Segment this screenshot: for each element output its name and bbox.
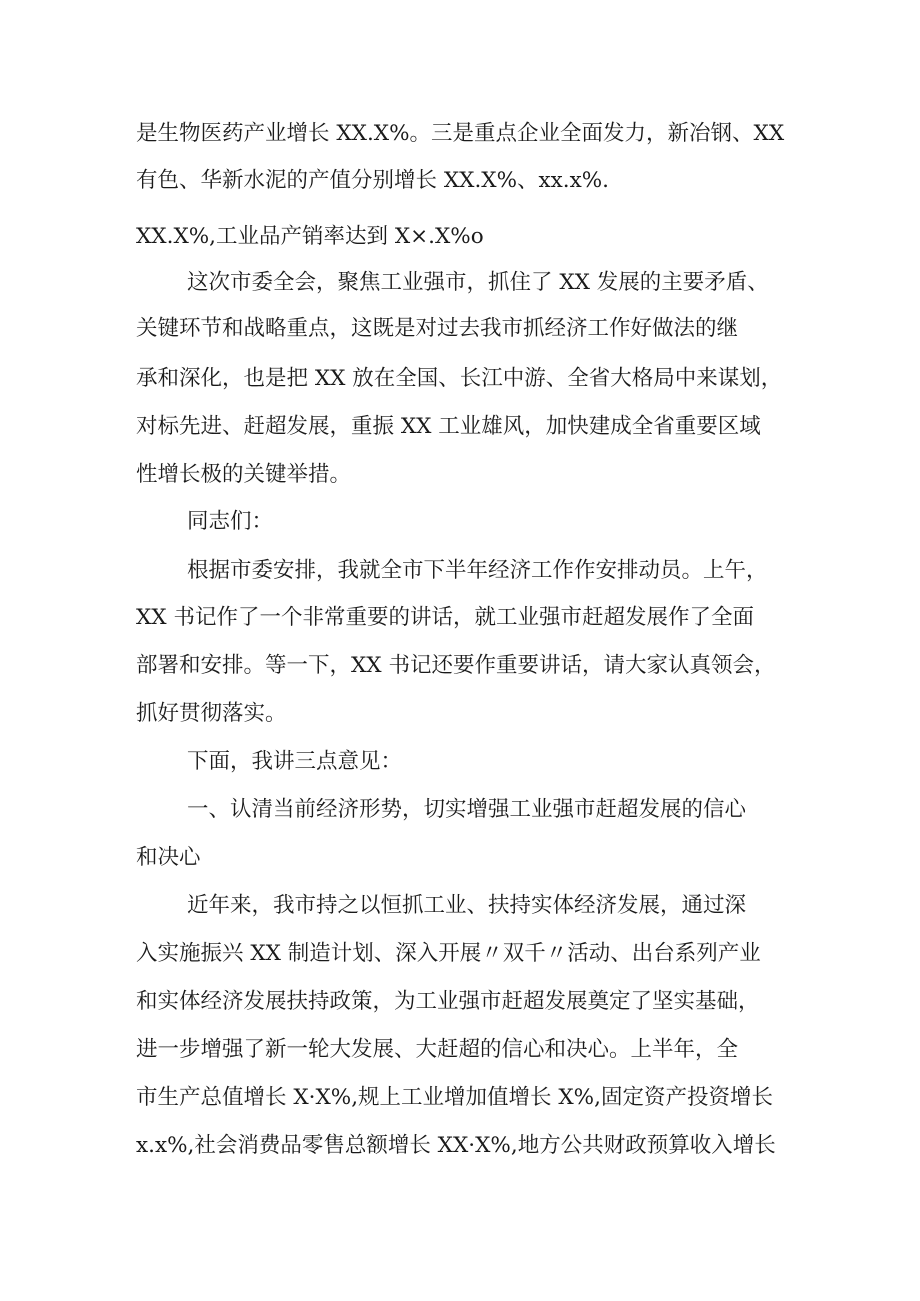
- text-line: 和决心: [136, 845, 201, 870]
- text-line: 关键环节和战略重点，这既是对过去我市抓经济工作好做法的继: [136, 316, 739, 341]
- text-line: 这次市委全会，聚焦工业强市，抓住了 XX 发展的主要矛盾、: [187, 270, 769, 295]
- text-line: 根据市委安排，我就全市下半年经济工作作安排动员。上午，: [187, 558, 768, 583]
- text-line: 性增长极的关键举措。: [136, 462, 352, 487]
- text-line: 一、认清当前经济形势，切实增强工业强市赶超发展的信心: [187, 797, 747, 822]
- text-line: 有色、华新水泥的产值分别增长 XX.X%、xx.x%.: [136, 168, 609, 193]
- text-line: 部署和安排。等一下，XX 书记还要作重要讲话，请大家认真领会，: [136, 653, 776, 678]
- text-line: 同志们：: [187, 509, 274, 534]
- text-line: 进一步增强了新一轮大发展、大赶超的信心和决心。上半年，全: [136, 1037, 739, 1062]
- text-line: x.x%,社会消费品零售总额增长 XX·X%,地方公共财政预算收入增长: [136, 1133, 776, 1158]
- text-line: 是生物医药产业增长 XX.X%。三是重点企业全面发力，新冶钢、XX: [136, 121, 785, 146]
- text-line: 和实体经济发展扶持政策，为工业强市赶超发展奠定了坚实基础，: [136, 989, 760, 1014]
- text-line: 承和深化，也是把 XX 放在全国、长江中游、全省大格局中来谋划，: [136, 366, 783, 391]
- text-line: XX 书记作了一个非常重要的讲话，就工业强市赶超发展作了全面: [136, 605, 754, 630]
- text-line: 抓好贯彻落实。: [136, 701, 287, 726]
- text-line: 下面，我讲三点意见：: [187, 749, 403, 774]
- text-line: 对标先进、赶超发展，重振 XX 工业雄风，加快建成全省重要区域: [136, 414, 761, 439]
- text-line: XX.X%,工业品产销率达到 X×.X%o: [136, 224, 484, 249]
- text-line: 近年来，我市持之以恒抓工业、扶持实体经济发展，通过深: [187, 893, 747, 918]
- text-line: 市生产总值增长 X·X%,规上工业增加值增长 X%,固定资产投资增长: [136, 1085, 773, 1110]
- text-line: 入实施振兴 XX 制造计划、深入开展〃双千〃活动、出台系列产业: [136, 941, 761, 966]
